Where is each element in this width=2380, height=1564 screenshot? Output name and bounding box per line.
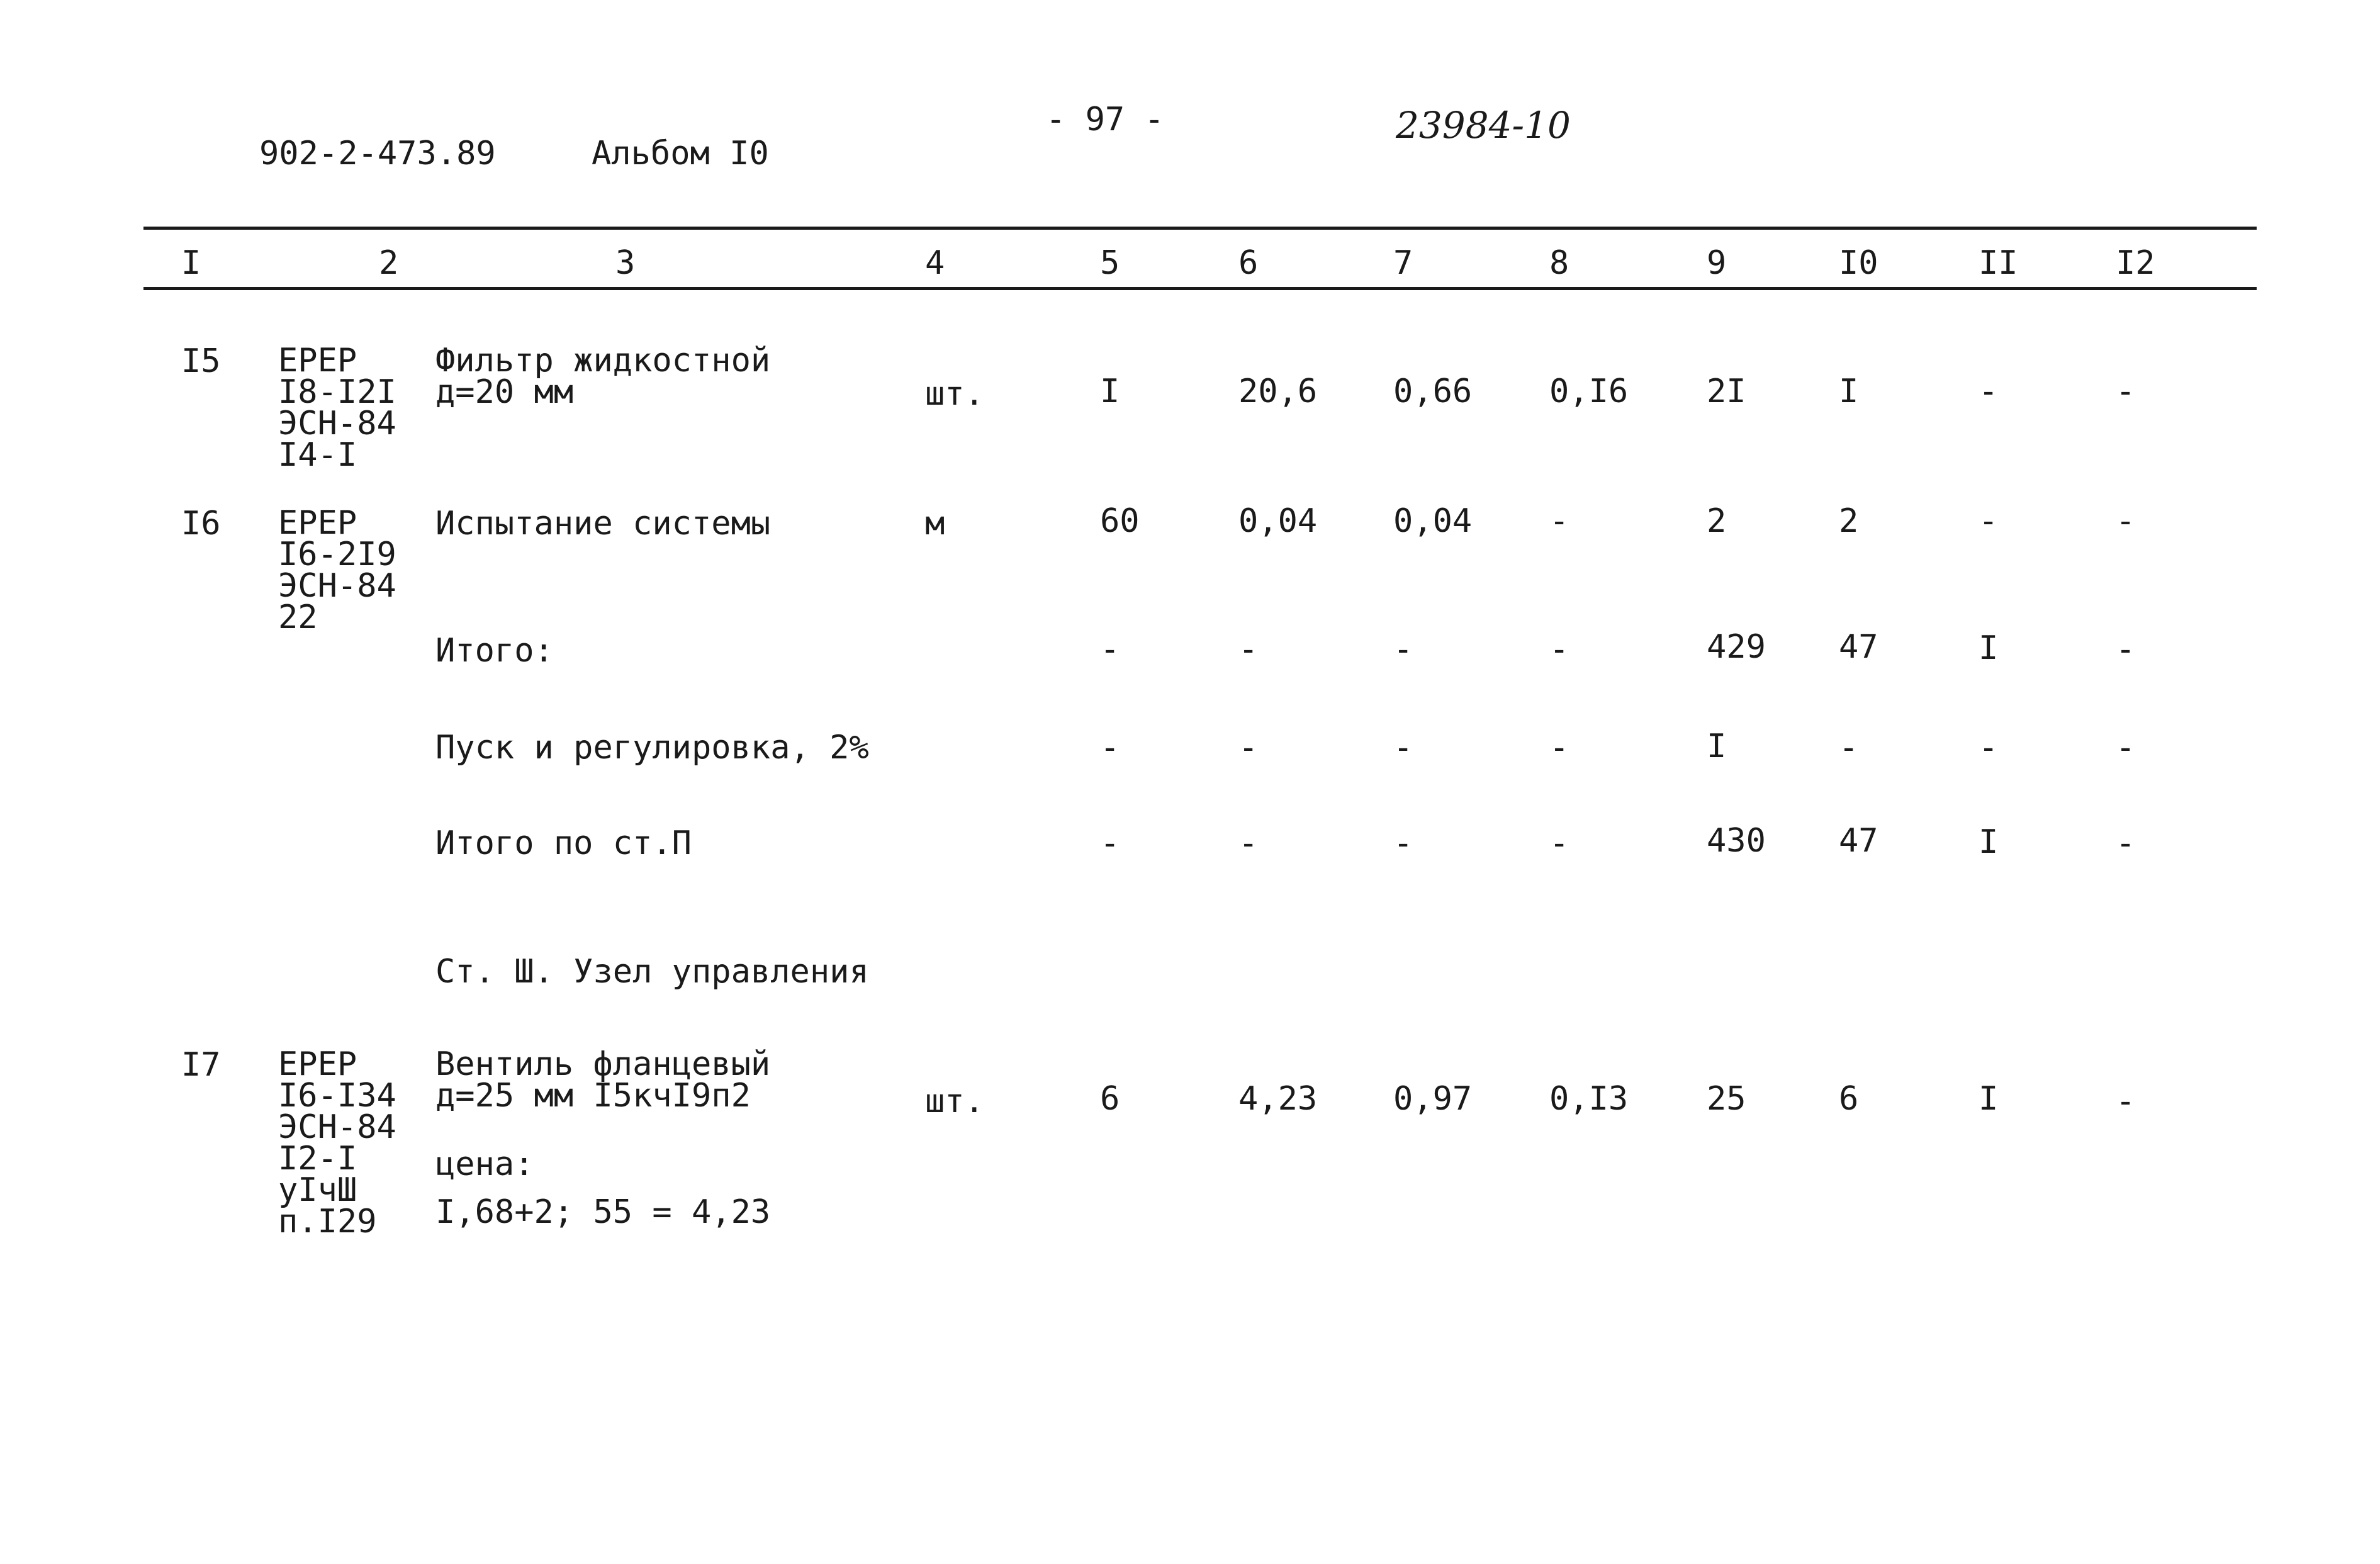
cell-col6: 4,23 [1238, 1080, 1318, 1118]
album-label: Альбом I0 [592, 135, 769, 172]
cell-col10: 47 [1839, 628, 1878, 666]
cell-col10: 2 [1839, 502, 1859, 540]
cell-col7: - [1393, 729, 1413, 767]
cell-col5: I [1100, 373, 1120, 410]
cell-col5: 6 [1100, 1080, 1120, 1118]
page-number: - 97 - [1046, 101, 1164, 138]
rate-code-line: I4-I [278, 436, 357, 474]
cell-col10: - [1839, 729, 1859, 767]
row-number: I6 [181, 505, 221, 543]
col-header-9: 9 [1707, 244, 1727, 282]
cell-col11: I [1979, 823, 1999, 861]
col-header-11: II [1979, 244, 2018, 282]
col-header-6: 6 [1238, 244, 1259, 282]
cell-col5: - [1100, 729, 1120, 767]
cell-col10: 6 [1839, 1080, 1859, 1118]
unit-cell: шт. [925, 375, 984, 413]
rate-code-line: ЕРЕР [278, 1045, 357, 1083]
rate-code-line: ЭСН-84 [278, 405, 396, 442]
section-title: Ст. Ш. Узел управления [435, 953, 869, 991]
col-header-1: I [181, 244, 201, 282]
unit-cell: шт. [925, 1083, 984, 1120]
cell-col8: - [1549, 631, 1569, 668]
item-name [435, 1045, 771, 1115]
col-header-4: 4 [925, 244, 945, 282]
col-header-5: 5 [1100, 244, 1120, 282]
table-header-bottom-rule [143, 287, 2257, 290]
cell-col8: 0,I3 [1549, 1080, 1629, 1118]
cell-col7: - [1393, 824, 1413, 862]
cell-col7: 0,97 [1393, 1080, 1473, 1118]
cell-col12: - [2116, 729, 2136, 767]
cell-col7: - [1393, 631, 1413, 668]
item-name [435, 342, 771, 411]
rate-code-line: I8-I2I [278, 373, 396, 411]
cell-col9: 25 [1707, 1080, 1746, 1118]
rate-code [278, 504, 396, 636]
cell-col10: I [1839, 373, 1859, 410]
cell-col9: I [1707, 728, 1727, 765]
rate-code-line: ЭСН-84 [278, 1108, 396, 1146]
row-number: I7 [181, 1046, 221, 1084]
cell-col7: 0,66 [1393, 373, 1473, 410]
col-header-10: I0 [1839, 244, 1878, 282]
cell-col6: 20,6 [1238, 373, 1318, 410]
cell-col6: - [1238, 631, 1259, 668]
cell-col12: - [2116, 824, 2136, 862]
rate-code-line: I2-I [278, 1140, 357, 1178]
cell-col8: - [1549, 729, 1569, 767]
cell-col12: - [2116, 1083, 2136, 1120]
cell-col5: 60 [1100, 502, 1140, 540]
price-formula: I,68+2; 55 = 4,23 [435, 1193, 771, 1231]
rate-code-line: ЕРЕР [278, 504, 357, 542]
document-number: 902-2-473.89 [259, 135, 496, 172]
item-name-line: Вентиль фланцевый [435, 1045, 771, 1083]
cell-col6: - [1238, 729, 1259, 767]
cell-col10: 47 [1839, 822, 1878, 860]
col-header-12: I2 [2116, 244, 2155, 282]
cell-col6: - [1238, 824, 1259, 862]
rate-code-line: ЕРЕР [278, 342, 357, 380]
unit-cell: м [925, 505, 945, 543]
section-total-label: Итого по ст.П [435, 824, 692, 862]
item-name-line: д=25 мм I5кчI9п2 [435, 1077, 751, 1115]
item-name-line: Фильтр жидкостной [435, 342, 771, 380]
cell-col11: I [1979, 629, 1999, 667]
table-top-rule [143, 227, 2257, 230]
cell-col5: - [1100, 824, 1120, 862]
item-name-line: д=20 мм [435, 373, 574, 411]
rate-code [278, 342, 396, 474]
rate-code-line: уIчШ [278, 1171, 357, 1209]
cell-col8: - [1549, 824, 1569, 862]
cell-col12: - [2116, 373, 2136, 410]
col-header-7: 7 [1393, 244, 1413, 282]
rate-code-line: I6-2I9 [278, 536, 396, 573]
cell-col11: - [1979, 502, 1999, 540]
col-header-3: 3 [615, 244, 636, 282]
cell-col5: - [1100, 631, 1120, 668]
cell-col9: 2I [1707, 373, 1746, 410]
cell-col8: - [1549, 502, 1569, 540]
cell-col11: - [1979, 729, 1999, 767]
cell-col12: - [2116, 631, 2136, 668]
row-number: I5 [181, 342, 221, 380]
rate-code [278, 1045, 396, 1241]
col-header-8: 8 [1549, 244, 1569, 282]
subtotal-label: Итого: [435, 632, 554, 670]
cell-col12: - [2116, 502, 2136, 540]
rate-code-line: 22 [278, 599, 318, 636]
handwritten-note: 23984-10 [1396, 104, 1571, 147]
price-label: цена: [435, 1145, 534, 1183]
cell-col9: 429 [1707, 628, 1766, 666]
rate-code-line: п.I29 [278, 1203, 377, 1241]
rate-code-line: ЭСН-84 [278, 567, 396, 605]
startup-label: Пуск и регулировка, 2% [435, 729, 869, 767]
cell-col7: 0,04 [1393, 502, 1473, 540]
cell-col9: 430 [1707, 822, 1766, 860]
rate-code-line: I6-I34 [278, 1077, 396, 1115]
cell-col11: - [1979, 373, 1999, 410]
cell-col6: 0,04 [1238, 502, 1318, 540]
item-name: Испытание системы [435, 505, 771, 543]
cell-col9: 2 [1707, 502, 1727, 540]
cell-col8: 0,I6 [1549, 373, 1629, 410]
cell-col11: I [1979, 1080, 1999, 1118]
col-header-2: 2 [379, 244, 399, 282]
